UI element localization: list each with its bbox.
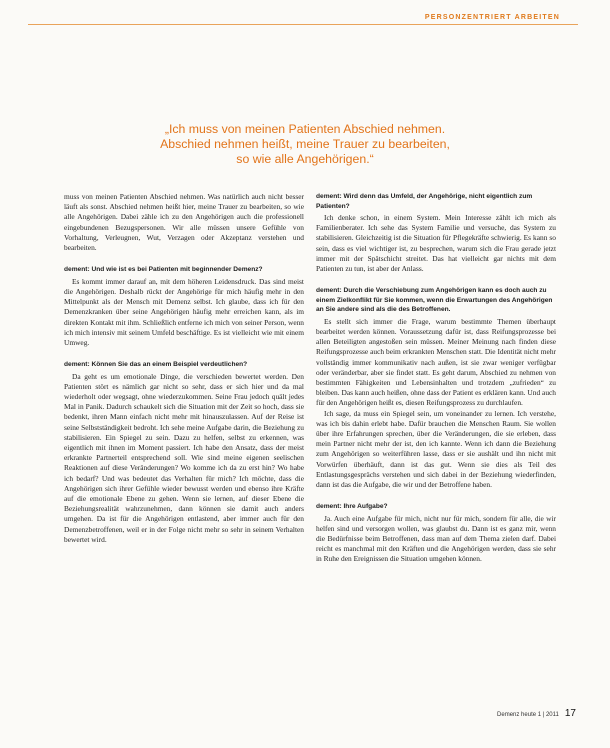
publication-name: Demenz heute 1 | 2011 (497, 712, 559, 718)
paragraph: Ja. Auch eine Aufgabe für mich, nicht nur für mich, sondern für alle, die wir helfen sind und versorgen wollen, was glaubst du. Dann ist es ganz mir, wenn die Bedürfnisse beim Betroffenen, dass man auf dem Thema zielen darf. Dabei reicht es manchmal mit den Kräften und die Angehörigen werden, dass sie sehr in Ruhe den Ereignissen die Situation umgehen können. (316, 513, 556, 564)
paragraph: Es kommt immer darauf an, mit dem höheren Leidensdruck. Das sind meist die Angehörigen. Deshalb rückt der Angehörige für mich häufig mehr in den Mittelpunkt als der Mensch mit Demenz selbst. Ich glaube, dass ich für den Demenzkranken über seine Angehörigen häufig mehr erreichen kann, als im direkten Kontakt mit ihm. Schließlich entferne ich mich von seiner Person, wenn ich mich intensiv mit seinem Umfeld beschäftige. Es ist vielleicht wie mit einem Umweg. (64, 276, 304, 347)
interview-question: dement: Und wie ist es bei Patienten mit beginnender Demenz? (64, 266, 263, 274)
interview-question: dement: Durch die Verschiebung zum Angehörigen kann es doch auch zu einem Zielkonflikt für Sie kommen, wenn die Erwartungen des Angehörigen an Sie andere sind als die des Betroffenen. (316, 287, 553, 314)
interview-question: dement: Ihre Aufgabe? (316, 503, 388, 511)
paragraph: muss von meinen Patienten Abschied nehmen. Was natürlich auch nicht besser läuft als sonst. Abschied nehmen heißt hier, meine Trauer zu bearbeiten, so wie alle Angehörigen. Dabei zähle ich zu den Angehörigen auch die professionell eingebundenen Bezugspersonen. Wir alle müssen unsere Gefühle von Vorhaltung, Verleugnen, Wut, Verzagen oder Akzeptanz verstehen und bearbeiten. (64, 192, 304, 253)
left-column (64, 192, 304, 545)
paragraph: Ich denke schon, in einem System. Mein Interesse zählt ich mich als Familienberater. Ich sehe das System Familie und versuche, das System zu stabilisieren. Gleichzeitig ist die Situation für Pflegekräfte schwierig. Es kann so sein, dass es viel wichtiger ist, zu besprechen, warum sich die Frau gerade jetzt immer mit der Spätschicht streitet. Das hat vielleicht gar nichts mit dem Patienten zu tun, ist aber der Anlass. (316, 213, 556, 274)
page-footer (497, 708, 576, 719)
paragraph: Ich sage, da muss ein Spiegel sein, um voneinander zu lernen. Ich verstehe, was ich bis dahin erlebt habe. Dafür brauchen die Menschen Raum. Sie wollen über ihre Erfahrungen sprechen, über die Veränderungen, die sie erleben, dass mein Partner nicht mehr der ist, den ich kannte. Wenn ich dann die Beziehung zum Angehörigen so weiterführen lasse, dass er sie aushält und ihn nicht mit Vorwürfen überhäuft, dann ist das gut. Wenn sie dies als Teil des Entlastungsgesprächs verstehen und sich dabei in der Beziehung wiederfinden, dann ist das die Aufgabe, die wir und der Betroffene haben. (316, 408, 556, 489)
paragraph: Da geht es um emotionale Dinge, die verschieden bewertet werden. Den Patienten stört es nämlich gar nicht so sehr, dass er sich hier und da mal wiederholt oder wegsagt, ohne wiederzukommen. Seine Frau jedoch quält jedes Mal in Panik. Dadurch schaukelt sich die Situation mit der Zeit so hoch, dass sie bedenkt, ihren Mann einfach nicht mehr mit hinauszulassen. Auf der Reise ist seine Selbstständigkeit bedroht. Ich sehe meine Aufgabe darin, die Beziehung zu stabilisieren. Ein Spiegel zu sein. Dazu zu helfen, selbst zu erkennen, was eigentlich mit ihnen im Moment passiert. Ich habe den Ansatz, dass der meist erkrankte Partnerteil entsprechend soll. Wie sind meine eigenen seelischen Reaktionen auf diese Veränderungen? Wo komme ich da zu erst hin? Wo habe ich bedarf? Und was bedeutet das Verhalten für mich? Ich möchte, dass die Angehörigen sich ihrer Gefühle wieder bewusst werden und ebenso ihre Kräfte auf die emotionale Ebene zu gehen. Wenn sie lernen, auf dieser Ebene die Beziehungsrealität wahrzunehmen, dann können sie damit auch anders umgehen. Da ist für die Angehörigen entlastend, aber immer auch für den Demenzbetroffenen, weil er in der Folge nicht mehr so sehr in seinem Verhalten bewertet wird. (64, 371, 304, 544)
right-column (316, 192, 556, 565)
page-number: 17 (564, 708, 576, 719)
section-rule (28, 24, 578, 25)
paragraph: Es stellt sich immer die Frage, warum bestimmte Themen überhaupt bearbeitet werden können. Voraussetzung dafür ist, dass Reifungsprozesse bei allen Beteiligten angestoßen sein müssen. Meiner Meinung nach finden diese Reifungsprozesse auch beim erkrankten Menschen statt. Die Identität nicht mehr vollständig immer kommunikativ nach außen, ist sie zwar weniger verfügbar oder veränderbar, aber sie findet statt. Es geht darum, Abschied zu nehmen von bestimmten Fähigkeiten und Lebensinhalten und trotzdem „zufrieden“ zu bleiben. Das kann auch heißen, ohne dass der Patient es erklären kann. Und auch für den Angehörigen heißt es, diesen Reifungsprozess zu durchlaufen. (316, 316, 556, 408)
pull-quote-line: Abschied nehmen heißt, meine Trauer zu bearbeiten, (160, 137, 450, 151)
interview-question: dement: Wird denn das Umfeld, der Angehörige, nicht eigentlich zum Patienten? (316, 193, 533, 210)
interview-question: dement: Können Sie das an einem Beispiel verdeutlichen? (64, 361, 248, 369)
section-label: PERSONZENTRIERT ARBEITEN (424, 14, 560, 21)
pull-quote-line: „Ich muss von meinen Patienten Abschied nehmen. (164, 122, 446, 136)
pull-quote-line: so wie alle Angehörigen.“ (236, 152, 374, 166)
pull-quote (80, 122, 530, 167)
